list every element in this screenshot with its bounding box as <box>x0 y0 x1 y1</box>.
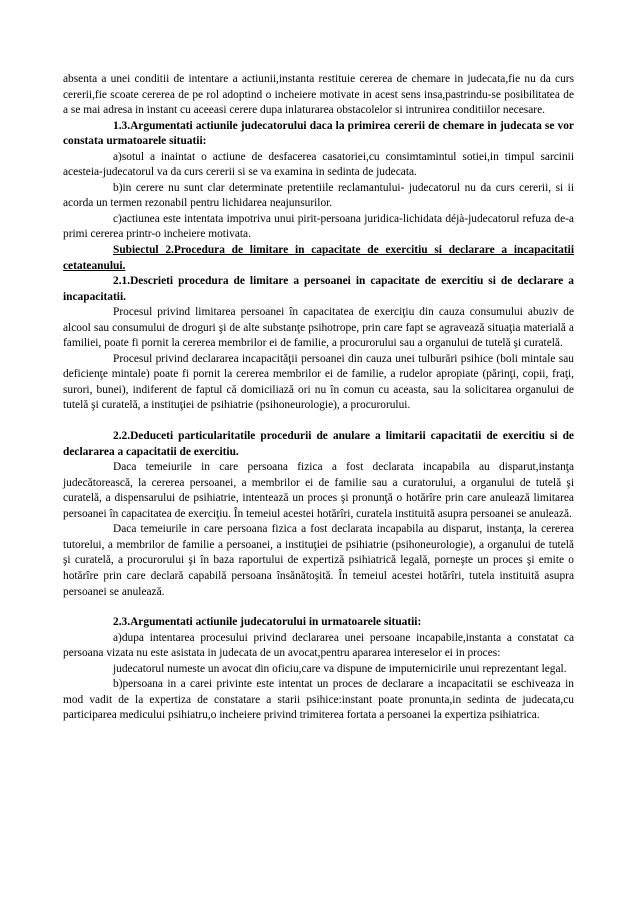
heading-2-1: 2.1.Descrieti procedura de limitare a persoanei in capacitate de exercitiu si de declarare a incapacitatii. <box>63 275 574 303</box>
heading-2-3: 2.3.Argumentati actiunile judecatorului in urmatoarele situatii: <box>113 616 422 629</box>
paragraph-return-claim: absenta a unei conditii de intentare a actiunii,instanta restituie cererea de chemare in judecata,fie nu da curs cererii,fie scoate cererea de pe rol adoptind o incheiere motivate in acest sens insa,pastrindu-se posibilitatea de a se mai adresa in instant cu aceeasi cerere dupa inlaturarea obstacolelor si intrunirea conditiilor necesare. <box>63 73 574 117</box>
paragraph-2-2-capacity: Daca temeiurile in care persoana fizica a fost declarata incapabila au disparut, instanţa, la cererea tutorelui, a membrilor de familie a persoanei, a instituţiei de psihiatrie (psihoneurologie), a organului de tutelă şi curatelă, a procurorului şi în baza raportului de expertiză psihiatrică legală, porneşte un proces şi emite o hotărîre prin care declară capabilă persoana însănătoşită. În temeiul acestei hotărîri, tutela instituită asupra persoanei se anulează. <box>63 523 574 598</box>
paragraph-2-2-annulment: Daca temeiurile in care persoana fizica a fost declarata incapabila au disparut,instanţa judecătorească, la cererea persoanei, a membrilor ei de familie sau a curatorului, a organului de tutelă şi curatelă, a dispensarului de psihiatrie, intentează un proces şi pronunţă o hotărîre prin care anulează limitarea persoanei în capacitatea de exerciţiu. În temeiul acestei hotărîri, curatela instituită asupra persoanei se anulează. <box>63 461 574 520</box>
paragraph-1-3-b: b)in cerere nu sunt clar determinate pretentiile reclamantului- judecatorul nu da curs cererii, si ii acorda un termen rezonabil pentru lichidarea neajunsurilor. <box>63 181 574 210</box>
paragraph-2-3-b: b)persoana in a carei privinte este intentat un proces de declarare a incapacitatii se eschiveaza in mod vadit de la expertiza de constatare a starii psihice:instant poate pronunta,in sedinta de judecata,cu participarea medicului psihiatru,o incheiere privind trimiterea fortata a persoanei la expertiza psihiatrica. <box>63 678 574 722</box>
paragraph-2-3-a-answer: judecatorul numeste un avocat din oficiu,care va dispune de imputernicirile unui reprezentant legal. <box>113 662 567 675</box>
heading-subject-2: Subiectul 2.Procedura de limitare in capacitate de exercitiu si declarare a incapacitatii cetateanului. <box>63 244 574 272</box>
heading-1-3: 1.3.Argumentati actiunile judecatorului daca la primirea cererii de chemare in judecata se vor constata urmatoarele situatii: <box>63 119 574 148</box>
paragraph-1-3-c: c)actiunea este intentata impotriva unui pirit-persoana juridica-lichidata déjà-judecatorul refuza de-a primi cererea printr-o incheiere motivata. <box>63 212 574 241</box>
spacer <box>63 600 574 615</box>
paragraph-2-1-limitation: Procesul privind limitarea persoanei în capacitatea de exerciţiu din cauza consumului abuziv de alcool sau consumului de droguri şi de alte substanţe psihotrope, prin care fapt se agravează situaţia materială a familiei, poate fi pornit la cererea membrilor ei de familie, a procurorului sau a organului de tutelă şi curatelă. <box>63 306 574 350</box>
heading-2-2: 2.2.Deduceti particularitatile procedurii de anulare a limitarii capacitatii de exercitiu si de declararea a capacitatii de exercitiu. <box>63 430 574 458</box>
paragraph-1-3-a: a)sotul a inaintat o actiune de desfacerea casatoriei,cu consimtamintul sotiei,in timpul sarcinii acesteia-judecatorul va da curs cererii si se va examina in sedinta de judecata. <box>63 150 574 179</box>
paragraph-2-3-a: a)dupa intentarea procesului privind declararea unei persoane incapabile,instanta a constatat ca persoana vizata nu este asistata in judecata de un avocat,pentru apararea intereselor ei in proces: <box>63 631 574 660</box>
paragraph-2-1-incapacity: Procesul privind declararea incapacităţii persoanei din cauza unei tulburări psihice (boli mintale sau deficienţe mintale) poate fi pornit la cererea membrilor ei de familie, a rudelor apropiate (părinţi, copii, fraţi, surori, bunei), indiferent de faptul că domiciliază ori nu în comun cu aceasta, sau la solicitarea organului de tutelă şi curatelă, a instituţiei de psihiatrie (psihoneurologie), a procurorului. <box>63 352 574 412</box>
spacer <box>63 414 574 429</box>
